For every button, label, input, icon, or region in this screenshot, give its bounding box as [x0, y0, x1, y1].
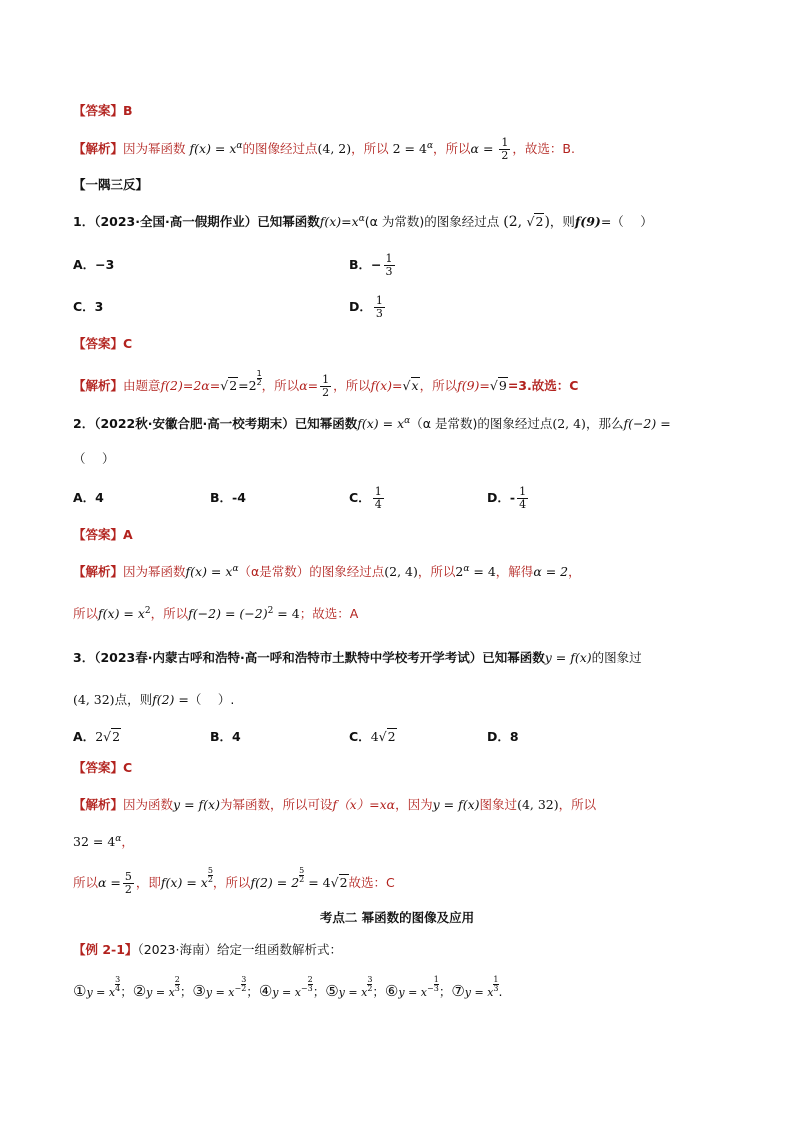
item-marker: ②	[132, 982, 147, 1001]
item-marker: ⑥	[384, 982, 399, 1001]
q1-option-b[interactable]: B．− $\frac{1}{3}$	[349, 252, 393, 278]
answer-bracket: 【答案】	[73, 103, 124, 118]
q2-option-c[interactable]: C． $\frac{1}{4}$	[349, 485, 382, 511]
exponent-fraction: $\frac{2}{3}$	[307, 975, 313, 993]
q1-stem: 1．（2023·全国·高一假期作业）已知幂函数$f(x)=x^\alpha(\alpha$ 为常数)的图象经过点 (2, √2)，则f(9)=（ ）	[73, 213, 653, 230]
function-base: y = x	[86, 986, 116, 1000]
q1-option-c[interactable]: C．3	[73, 299, 104, 314]
item-marker: ⑦	[451, 982, 465, 1001]
exponent-fraction: $\frac{3}{2}$	[241, 975, 247, 993]
fraction: $\frac{1}{2}$	[501, 136, 509, 162]
function-base: y = x	[205, 986, 235, 1000]
function-item: ⑥y = x− $\frac{1}{3}$ ；	[384, 975, 452, 1001]
function-base: y = x	[398, 986, 428, 1000]
q3-analysis-line-3: 所以α = $\frac{5}{2}$ ，即f(x) = x $\frac{5}{2}$ ，所以f(2) = 2 $\frac{5}{2}$ = 4√2故选：C	[73, 866, 395, 897]
function-base: y = x	[272, 986, 301, 1000]
q2-analysis-line: 【解析】因为幂函数$f(x) = x^\alpha(\alpha$是常数）的图象经过点(2, 4)，所以$2^\alpha = 4$，解得α = 2，	[73, 563, 581, 579]
function-item: ④y = x− $\frac{2}{3}$ ；	[258, 975, 326, 1001]
q1-analysis-line: 【解析】由题意f(2)=2α=√2=2 $\frac{1}{2}$ ，所以α= $\frac{1}{2}$ ，所以f(x)=√x，所以f(9)=√9=3.故选：C	[73, 369, 579, 400]
q3-option-a[interactable]: A．2√2	[73, 729, 121, 744]
function-item: ③y = x− $\frac{3}{2}$ ；	[192, 975, 259, 1001]
sqrt: √2	[526, 214, 544, 229]
exponent-fraction: $\frac{1}{3}$	[433, 975, 439, 993]
item-marker: ④	[258, 982, 273, 1001]
top-answer-line	[73, 101, 133, 121]
answer-value: B	[123, 103, 133, 118]
q3-option-d[interactable]: D．8	[487, 729, 519, 744]
q1-option-a[interactable]: A．−3	[73, 257, 115, 272]
q2-analysis-line-2: 所以$f(x) = x^2$，所以$f(-2) = (-2)^2 = 4$；故选：A	[73, 605, 359, 621]
q1-answer-line: 【答案】C	[73, 336, 133, 351]
function-base: y = x	[146, 986, 175, 1000]
q3-answer-line: 【答案】C	[73, 760, 133, 775]
exponent-fraction: $\frac{3}{2}$	[367, 975, 373, 993]
q2-answer-line: 【答案】A	[73, 527, 133, 542]
q3-analysis-line: 【解析】因为函数y = f(x)为幂函数，所以可设f（x）=xα，因为y = f(x)图象过(4, 32)，所以	[73, 797, 597, 812]
analysis-bracket: 【解析】	[73, 141, 124, 156]
function-item: ①y = x $\frac{3}{4}$ ；	[73, 975, 133, 1001]
function-item: ⑤y = x $\frac{3}{2}$ ；	[325, 975, 385, 1001]
item-marker: ①	[73, 982, 87, 1001]
q3-option-c[interactable]: C．4√2	[349, 729, 396, 744]
example-2-1-line: 【例 2-1】（2023·海南）给定一组函数解析式：	[73, 942, 342, 957]
item-marker: ③	[192, 982, 206, 1001]
q3-analysis-line-2: $32 = 4^\alpha$，	[73, 833, 134, 849]
section-title: 【一隅三反】	[73, 177, 149, 192]
q3-stem-cont: (4, 32)点，则f(2) =（ ）.	[73, 692, 235, 707]
section-2-title: 考点二 幂函数的图像及应用	[319, 910, 475, 925]
q2-option-d[interactable]: D．- $\frac{1}{4}$	[487, 485, 527, 511]
q2-option-a[interactable]: A．4	[73, 490, 104, 505]
q2-stem: 2．（2022秋·安徽合肥·高一校考期末）已知幂函数$f(x) = x^\alpha(\alpha$ 是常数)的图象经过点(2, 4)，那么f(−2) =	[73, 415, 671, 431]
q2-option-b[interactable]: B．-4	[210, 490, 246, 505]
function-item: ②y = x $\frac{2}{3}$ ；	[132, 975, 193, 1001]
q1-option-d[interactable]: D． $\frac{1}{3}$	[349, 294, 383, 320]
exponent-fraction: $\frac{1}{3}$	[493, 975, 499, 993]
function-base: y = x	[464, 986, 494, 1000]
q2-stem-cont: （ ）	[73, 451, 115, 466]
function-item: ⑦y = x $\frac{1}{3}$ .	[451, 975, 503, 1001]
function-list	[73, 976, 503, 1003]
exponent-fraction: $\frac{3}{4}$	[115, 975, 121, 993]
q3-stem: 3．（2023春·内蒙古呼和浩特·高一呼和浩特市土默特中学校考开学考试）已知幂函数y = f(x)的图象过	[73, 650, 642, 665]
exponent-fraction: $\frac{2}{3}$	[174, 975, 180, 993]
function-base: y = x	[338, 986, 368, 1000]
top-analysis-line: 【解析】因为幂函数 $f(x) = x^\alpha$的图像经过点(4, 2)，所以 $2 = 4^\alpha$，所以α = $\frac{1}{2}$ ，故选：B.	[73, 136, 575, 162]
item-marker: ⑤	[325, 982, 339, 1001]
q3-option-b[interactable]: B．4	[210, 729, 241, 744]
